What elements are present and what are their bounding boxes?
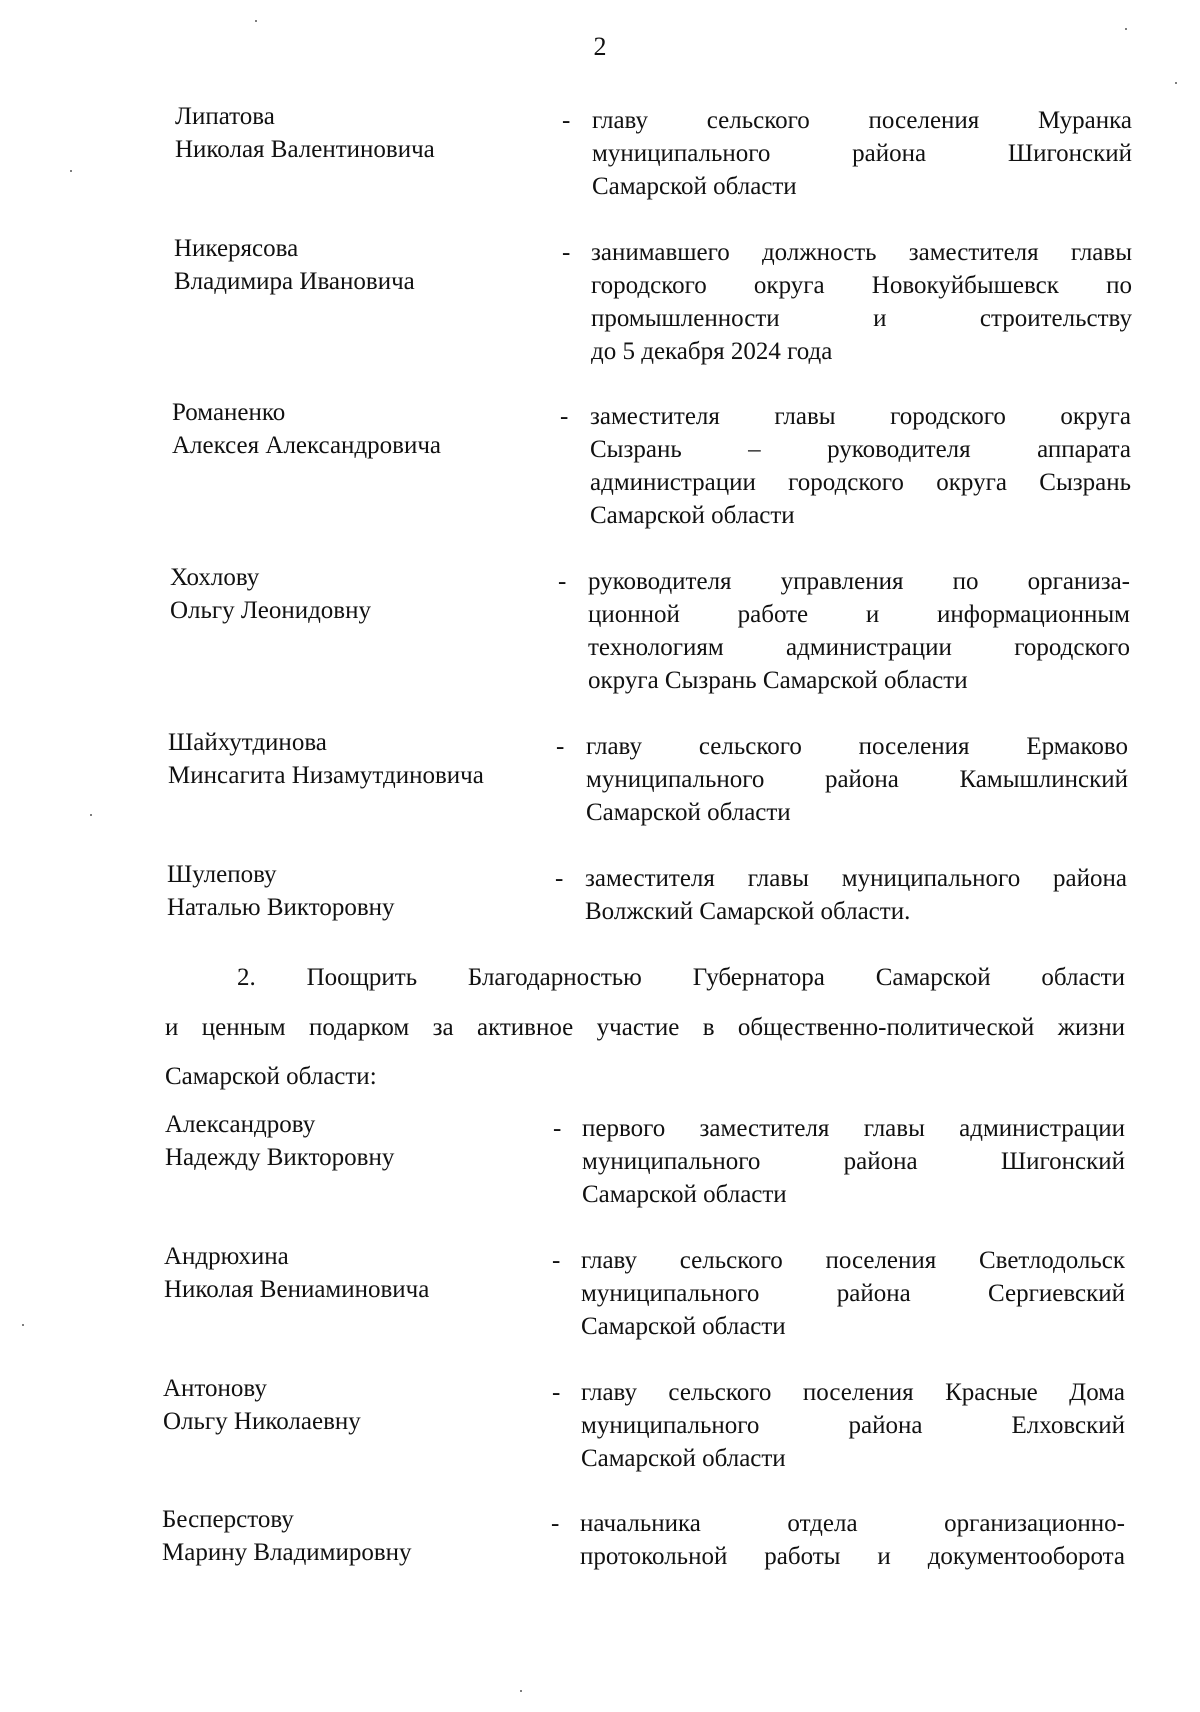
award-paragraph	[165, 964, 1125, 1094]
position-description	[586, 730, 1128, 829]
paragraph-line: 2. Поощрить Благодарностью Губернатора Самарской области	[237, 964, 1125, 991]
desc-line: ционной работе и информационным	[588, 601, 1130, 628]
given-names: Надежду Викторовну	[165, 1144, 395, 1171]
surname: Бесперстову	[162, 1506, 294, 1533]
desc-line: Самарской области	[581, 1313, 786, 1340]
desc-line: главу сельского поселения Ермаково	[586, 733, 1128, 760]
dash: -	[555, 865, 564, 892]
desc-line: администрации городского округа Сызрань	[590, 469, 1131, 496]
desc-line: городского округа Новокуйбышевск по	[591, 272, 1132, 299]
scan-speck	[70, 170, 72, 172]
desc-line: Самарской области	[581, 1445, 786, 1472]
surname: Хохлову	[170, 564, 260, 591]
position-description	[585, 862, 1127, 928]
paragraph-line: и ценным подарком за активное участие в общественно-политической жизни	[165, 1014, 1125, 1041]
given-names: Наталью Викторовну	[167, 894, 395, 921]
person-name	[162, 1503, 412, 1569]
desc-line: начальника отдела организационно-	[580, 1510, 1125, 1537]
desc-line: руководителя управления по организа-	[588, 568, 1130, 595]
scan-speck	[22, 1324, 24, 1326]
desc-line: Волжский Самарской области.	[585, 898, 911, 925]
desc-line: промышленности и строительству	[591, 305, 1132, 332]
dash: -	[562, 107, 571, 134]
person-name	[174, 232, 415, 298]
scan-speck	[1125, 28, 1127, 30]
page-number: 2	[593, 32, 607, 61]
paragraph-line: Самарской области:	[165, 1063, 377, 1090]
desc-line: округа Сызрань Самарской области	[588, 667, 968, 694]
person-name	[167, 858, 395, 924]
desc-line: муниципального района Шигонский	[592, 140, 1132, 167]
position-description	[588, 565, 1130, 697]
person-name	[175, 100, 435, 166]
dash: -	[553, 1115, 562, 1142]
scan-speck	[255, 20, 257, 22]
dash: -	[556, 733, 565, 760]
surname: Андрюхина	[164, 1243, 289, 1270]
dash: -	[552, 1247, 561, 1274]
desc-line: заместителя главы городского округа	[590, 403, 1131, 430]
surname: Антонову	[163, 1375, 267, 1402]
person-name	[168, 726, 484, 792]
given-names: Марину Владимировну	[162, 1539, 412, 1566]
dash: -	[551, 1510, 560, 1537]
desc-line: Сызрань – руководителя аппарата	[590, 436, 1131, 463]
desc-line: главу сельского поселения Красные Дома	[581, 1379, 1125, 1406]
position-description	[581, 1376, 1125, 1475]
desc-line: занимавшего должность заместителя главы	[591, 239, 1132, 266]
surname: Шайхутдинова	[168, 729, 327, 756]
desc-line: заместителя главы муниципального района	[585, 865, 1127, 892]
given-names: Николая Валентиновича	[175, 136, 435, 163]
position-description	[580, 1507, 1125, 1573]
surname: Шулепову	[167, 861, 277, 888]
desc-line: муниципального района Елховский	[581, 1412, 1125, 1439]
dash: -	[558, 568, 567, 595]
desc-line: первого заместителя главы администрации	[582, 1115, 1125, 1142]
position-description	[590, 400, 1131, 532]
given-names: Алексея Александровича	[172, 432, 441, 459]
desc-line: Самарской области	[586, 799, 791, 826]
given-names: Ольгу Леонидовну	[170, 597, 371, 624]
dash: -	[560, 403, 569, 430]
desc-line: муниципального района Камышлинский	[586, 766, 1128, 793]
desc-line: протокольной работы и документооборота	[580, 1543, 1125, 1570]
position-description	[581, 1244, 1125, 1343]
surname: Липатова	[175, 103, 275, 130]
desc-line: Самарской области	[582, 1181, 787, 1208]
dash: -	[562, 239, 571, 266]
given-names: Николая Вениаминовича	[164, 1276, 430, 1303]
given-names: Ольгу Николаевну	[163, 1408, 361, 1435]
dash: -	[552, 1379, 561, 1406]
person-name	[170, 561, 371, 627]
person-name	[172, 396, 441, 462]
desc-line: Самарской области	[592, 173, 797, 200]
desc-line: муниципального района Шигонский	[582, 1148, 1125, 1175]
scan-speck	[90, 814, 92, 816]
scan-speck	[520, 1690, 522, 1692]
person-name	[163, 1372, 361, 1438]
given-names: Владимира Ивановича	[174, 268, 415, 295]
desc-line: Самарской области	[590, 502, 795, 529]
desc-line: главу сельского поселения Муранка	[592, 107, 1132, 134]
desc-line: до 5 декабря 2024 года	[591, 338, 833, 365]
desc-line: муниципального района Сергиевский	[581, 1280, 1125, 1307]
scan-speck	[1175, 82, 1177, 84]
position-description	[592, 104, 1132, 203]
desc-line: технологиям администрации городского	[588, 634, 1130, 661]
position-description	[582, 1112, 1125, 1211]
person-name	[164, 1240, 429, 1306]
position-description	[591, 236, 1132, 368]
surname: Александрову	[165, 1111, 316, 1138]
surname: Романенко	[172, 399, 286, 426]
person-name	[165, 1108, 394, 1174]
surname: Никерясова	[174, 235, 299, 262]
desc-line: главу сельского поселения Светлодольск	[581, 1247, 1125, 1274]
given-names: Минсагита Низамутдиновича	[168, 762, 484, 789]
